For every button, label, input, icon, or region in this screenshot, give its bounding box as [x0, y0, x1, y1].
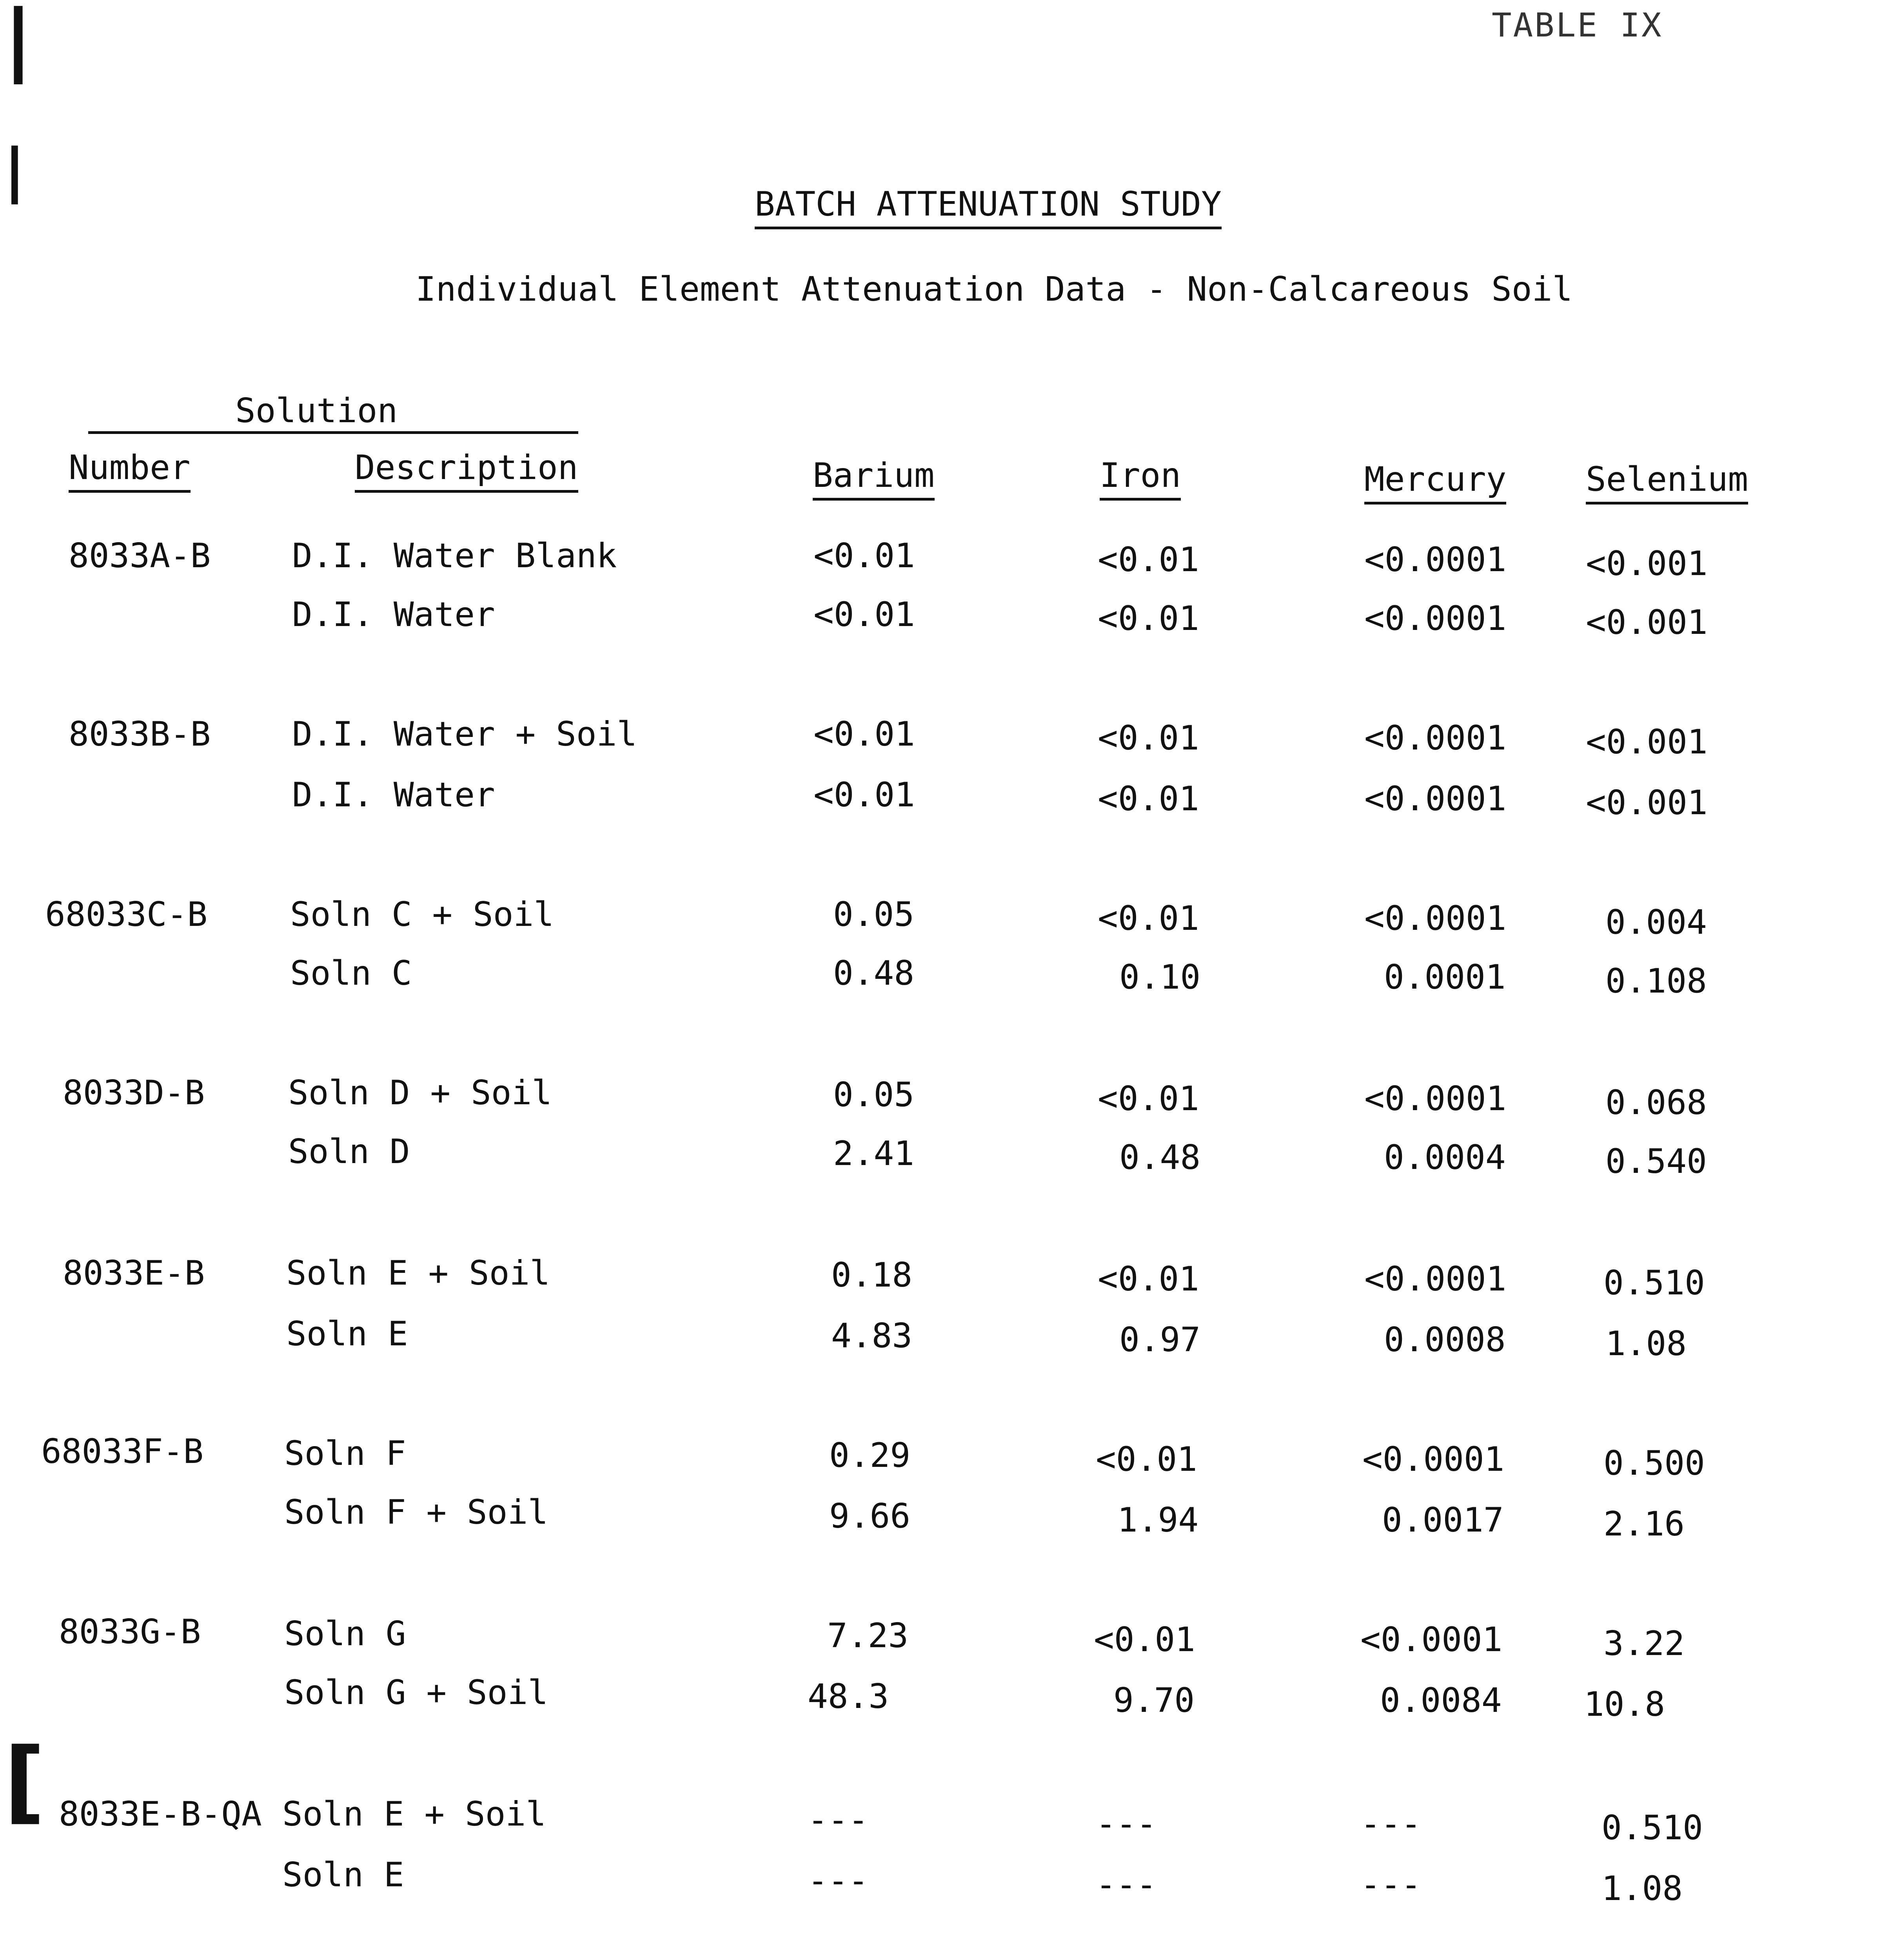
row-barium: 48.3 — [808, 1677, 889, 1716]
row-barium: 7.23 — [827, 1616, 909, 1655]
row-selenium: 1.08 — [1601, 1869, 1683, 1908]
row-description: Soln C + Soil — [290, 895, 554, 934]
row-barium: 4.83 — [831, 1316, 913, 1356]
row-description: Soln E + Soil — [286, 1254, 550, 1293]
row-selenium: <0.001 — [1586, 783, 1708, 822]
row-selenium: <0.001 — [1586, 722, 1708, 762]
row-barium: <0.01 — [813, 595, 915, 634]
row-iron: <0.01 — [1096, 1440, 1197, 1479]
row-selenium: 3.22 — [1603, 1624, 1685, 1663]
row-barium: 9.66 — [829, 1497, 911, 1536]
row-iron: <0.01 — [1098, 540, 1199, 579]
row-iron: 1.94 — [1117, 1501, 1199, 1540]
row-iron: 0.97 — [1119, 1320, 1201, 1359]
row-mercury: 0.0008 — [1384, 1320, 1506, 1359]
row-mercury: 0.0017 — [1382, 1501, 1504, 1540]
header-solution-group: Solution — [235, 391, 398, 430]
binder-mark: | — [4, 136, 25, 205]
row-mercury: <0.0001 — [1364, 899, 1507, 938]
row-number: 68033F-B — [41, 1432, 204, 1471]
row-iron: 0.10 — [1119, 958, 1201, 997]
row-description: Soln E + Soil — [282, 1795, 547, 1834]
binder-mark: [ — [4, 1729, 45, 1834]
header-description: Description — [355, 451, 578, 493]
row-mercury: <0.0001 — [1364, 599, 1507, 638]
row-iron: 0.48 — [1119, 1138, 1201, 1177]
row-iron: --- — [1096, 1865, 1157, 1904]
row-selenium: 0.004 — [1605, 903, 1707, 942]
row-barium: 0.05 — [833, 895, 915, 934]
row-description: Soln F — [284, 1434, 406, 1473]
row-number: 8033A-B — [69, 536, 211, 575]
row-description: Soln D + Soil — [288, 1073, 552, 1112]
row-barium: <0.01 — [813, 775, 915, 815]
row-description: D.I. Water — [292, 595, 495, 634]
row-mercury: <0.0001 — [1364, 540, 1507, 579]
row-mercury: 0.0084 — [1380, 1681, 1502, 1720]
row-selenium: 0.108 — [1605, 962, 1707, 1001]
row-iron: --- — [1096, 1804, 1157, 1844]
row-mercury: --- — [1360, 1804, 1422, 1844]
row-mercury: <0.0001 — [1364, 1079, 1507, 1118]
row-selenium: <0.001 — [1586, 603, 1708, 642]
row-mercury: 0.0004 — [1384, 1138, 1506, 1177]
row-selenium: 0.510 — [1603, 1263, 1705, 1303]
row-description: D.I. Water Blank — [292, 536, 617, 575]
row-mercury: <0.0001 — [1364, 719, 1507, 758]
page-subtitle: Individual Element Attenuation Data - Non-Calcareous Soil — [416, 270, 1573, 309]
row-iron: 9.70 — [1113, 1681, 1195, 1720]
header-selenium: Selenium — [1586, 463, 1748, 505]
row-iron: <0.01 — [1098, 1079, 1199, 1118]
row-description: Soln E — [282, 1855, 404, 1895]
row-selenium: 0.510 — [1601, 1808, 1703, 1847]
row-mercury: --- — [1360, 1865, 1422, 1904]
row-description: Soln C — [290, 954, 412, 993]
row-mercury: <0.0001 — [1364, 779, 1507, 818]
row-mercury: 0.0001 — [1384, 958, 1506, 997]
header-mercury: Mercury — [1364, 463, 1506, 505]
row-barium: --- — [808, 1861, 869, 1900]
header-number: Number — [69, 451, 191, 493]
row-selenium: 2.16 — [1603, 1504, 1685, 1544]
row-barium: <0.01 — [813, 715, 915, 754]
row-barium: 2.41 — [833, 1134, 915, 1173]
row-selenium: 0.500 — [1603, 1444, 1705, 1483]
row-number: 8033D-B — [63, 1073, 205, 1112]
page-title: BATCH ATTENUATION STUDY — [755, 187, 1222, 229]
binder-mark: | — [4, 0, 33, 85]
row-iron: <0.01 — [1098, 899, 1199, 938]
row-selenium: 1.08 — [1605, 1324, 1687, 1363]
row-description: Soln G — [284, 1614, 406, 1653]
row-number: 8033E-B — [63, 1254, 205, 1293]
row-barium: <0.01 — [813, 536, 915, 575]
row-description: Soln F + Soil — [284, 1493, 548, 1532]
header-iron: Iron — [1100, 459, 1181, 501]
row-number: 8033E-B-QA — [59, 1795, 262, 1834]
row-iron: <0.01 — [1098, 1259, 1199, 1299]
row-description: D.I. Water + Soil — [292, 715, 637, 754]
header-barium: Barium — [813, 459, 935, 501]
header-solution-rule — [88, 431, 578, 434]
row-barium: 0.29 — [829, 1436, 911, 1475]
row-mercury: <0.0001 — [1360, 1620, 1503, 1659]
row-selenium: <0.001 — [1586, 544, 1708, 583]
row-selenium: 0.540 — [1605, 1142, 1707, 1181]
row-selenium: 10.8 — [1584, 1685, 1665, 1724]
row-barium: 0.48 — [833, 954, 915, 993]
row-description: Soln G + Soil — [284, 1673, 548, 1712]
row-description: D.I. Water — [292, 775, 495, 815]
row-mercury: <0.0001 — [1362, 1440, 1505, 1479]
row-iron: <0.01 — [1098, 599, 1199, 638]
row-iron: <0.01 — [1098, 779, 1199, 818]
row-barium: 0.05 — [833, 1075, 915, 1114]
row-mercury: <0.0001 — [1364, 1259, 1507, 1299]
row-barium: --- — [808, 1800, 869, 1840]
table-label: TABLE IX — [1492, 6, 1663, 44]
row-description: Soln E — [286, 1314, 408, 1354]
row-description: Soln D — [288, 1132, 410, 1171]
row-barium: 0.18 — [831, 1256, 913, 1295]
row-selenium: 0.068 — [1605, 1083, 1707, 1122]
row-iron: <0.01 — [1098, 719, 1199, 758]
row-iron: <0.01 — [1094, 1620, 1195, 1659]
row-number: 8033B-B — [69, 715, 211, 754]
row-number: 8033G-B — [59, 1612, 201, 1651]
row-number: 68033C-B — [45, 895, 208, 934]
